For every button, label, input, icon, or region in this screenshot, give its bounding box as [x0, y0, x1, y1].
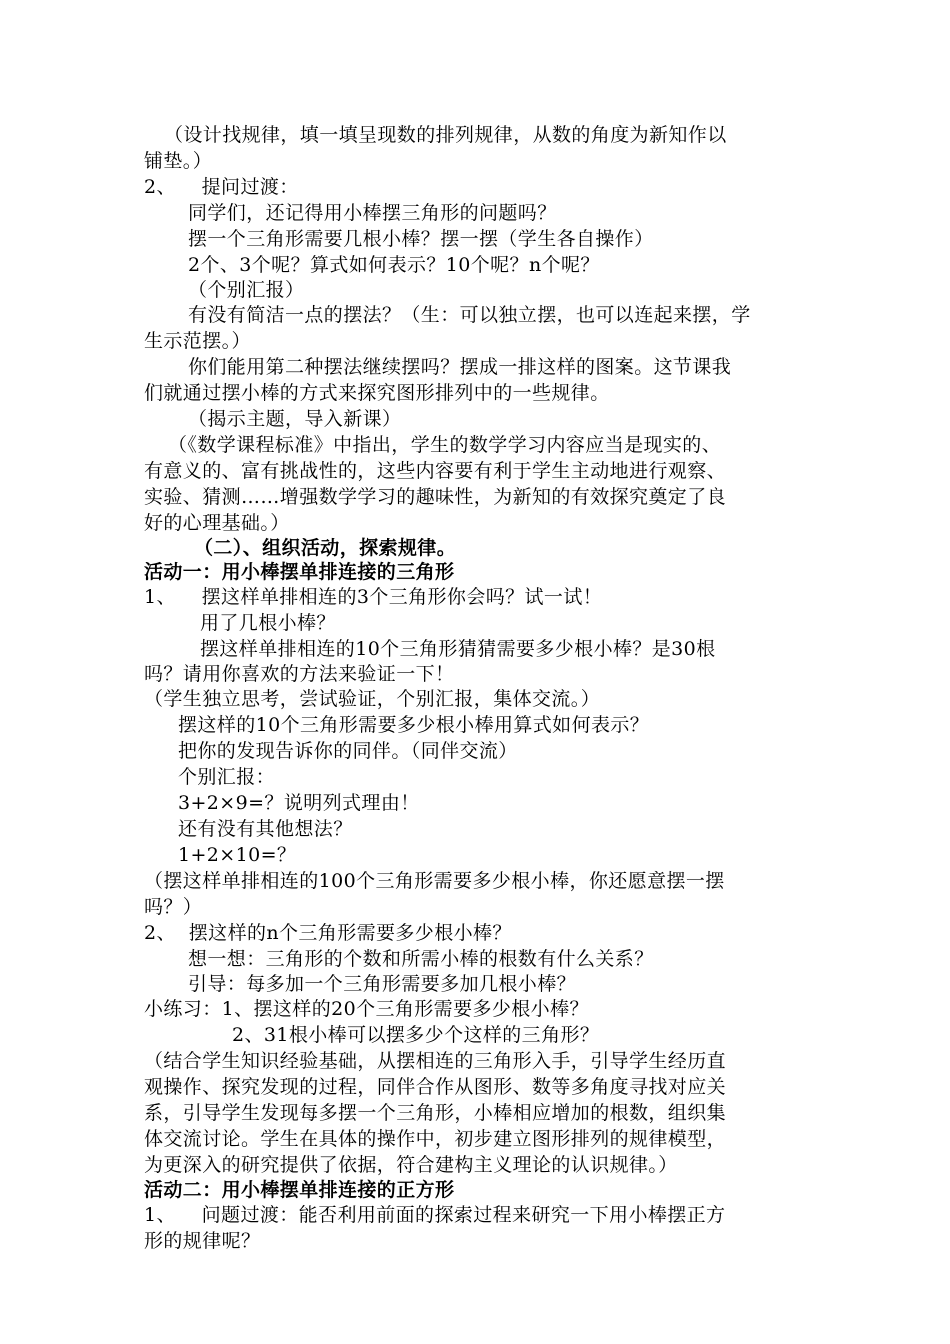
text-line: 用了几根小棒？ [200, 612, 336, 634]
formula-line: 1+2×10=？ [178, 844, 297, 866]
text-line: 吗？请用你喜欢的方法来验证一下！ [144, 663, 455, 685]
text-line: 生示范摆。） [144, 330, 251, 352]
list-number-line: 2、 摆这样的n个三角形需要多少根小棒？ [144, 922, 512, 944]
text-line: 实验、猜测……增强数学学习的趣味性，为新知的有效探究奠定了良 [144, 486, 727, 508]
text-line: （揭示主题，导入新课） [188, 408, 402, 430]
text-line: 们就通过摆小棒的方式来探究图形排列中的一些规律。 [144, 382, 610, 404]
text-line: 铺垫。） [144, 150, 213, 172]
text-line: 体交流讨论。学生在具体的操作中，初步建立图形排列的规律模型， [144, 1128, 727, 1150]
list-number-line: 1、 问题过渡：能否利用前面的探索过程来研究一下用小棒摆正方 [144, 1204, 726, 1226]
text-line: 你们能用第二种摆法继续摆吗？摆成一排这样的图案。这节课我 [188, 356, 732, 378]
text-line: 引导：每多加一个三角形需要多加几根小棒？ [188, 973, 577, 995]
activity-heading: 活动二：用小棒摆单排连接的正方形 [144, 1179, 455, 1201]
section-heading: （二）、组织活动，探索规律。 [194, 537, 457, 559]
text-line: 吗？） [144, 896, 203, 918]
text-line: 把你的发现告诉你的同伴。（同伴交流） [178, 740, 518, 762]
text-line: 系，引导学生发现每多摆一个三角形，小棒相应增加的根数，组织集 [144, 1102, 727, 1124]
list-number-line: 1、 摆这样单排相连的3个三角形你会吗？试一试！ [144, 586, 603, 608]
activity-heading: 活动一：用小棒摆单排连接的三角形 [144, 561, 455, 583]
text-line: 有意义的、富有挑战性的，这些内容要有利于学生主动地进行观察、 [144, 460, 727, 482]
text-line: 有没有简洁一点的摆法？（生：可以独立摆，也可以连起来摆，学 [188, 304, 751, 326]
text-line: 同学们，还记得用小棒摆三角形的问题吗？ [188, 202, 557, 224]
list-number-line: 2、 提问过渡： [144, 176, 299, 198]
text-line: 2个、3个呢？算式如何表示？10个呢？n个呢？ [188, 254, 600, 276]
text-line: 为更深入的研究提供了依据，符合建构主义理论的认识规律。） [144, 1154, 678, 1176]
text-line: 想一想：三角形的个数和所需小棒的根数有什么关系？ [188, 948, 654, 970]
formula-line: 3+2×9=？说明列式理由！ [178, 792, 420, 814]
text-line: （《数学课程标准》中指出，学生的数学学习内容应当是现实的、 [168, 434, 722, 456]
text-line: 观操作、探究发现的过程，同伴合作从图形、数等多角度寻找对应关 [144, 1076, 727, 1098]
text-line: 好的心理基础。） [144, 512, 290, 534]
text-line: 形的规律呢？ [144, 1230, 261, 1252]
text-line: 摆这样的10个三角形需要多少根小棒用算式如何表示？ [178, 714, 650, 736]
text-line: （设计找规律，填一填呈现数的排列规律，从数的角度为新知作以 [164, 124, 727, 146]
text-line: 摆一个三角形需要几根小棒？摆一摆（学生各自操作） [188, 228, 654, 250]
text-line: （个别汇报） [188, 279, 305, 301]
text-line: 个别汇报： [178, 766, 276, 788]
text-line: （结合学生知识经验基础，从摆相连的三角形入手，引导学生经历直 [144, 1050, 727, 1072]
exercise-line: 2、31根小棒可以摆多少个这样的三角形？ [232, 1024, 600, 1046]
text-line: 摆这样单排相连的10个三角形猜猜需要多少根小棒？是30根 [200, 638, 716, 660]
text-line: （摆这样单排相连的100个三角形需要多少根小棒，你还愿意摆一摆 [144, 870, 725, 892]
text-line: （学生独立思考，尝试验证，个别汇报，集体交流。） [144, 688, 601, 710]
text-line: 还有没有其他想法？ [178, 818, 353, 840]
exercise-line: 小练习：1、摆这样的20个三角形需要多少根小棒？ [144, 998, 589, 1020]
